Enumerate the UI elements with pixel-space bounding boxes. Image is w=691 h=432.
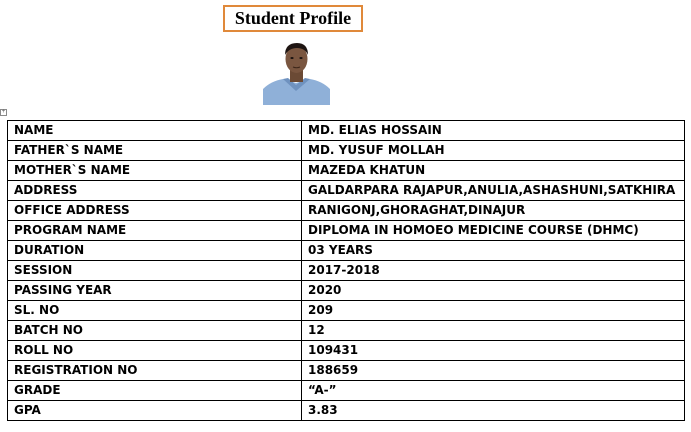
field-value: 188659 <box>302 361 685 381</box>
field-label: PROGRAM NAME <box>8 221 302 241</box>
field-value: 209 <box>302 301 685 321</box>
table-row <box>8 121 685 141</box>
table-row <box>8 241 685 261</box>
field-value: 12 <box>302 321 685 341</box>
field-label: MOTHER`S NAME <box>8 161 302 181</box>
field-value: 2017-2018 <box>302 261 685 281</box>
table-row <box>8 181 685 201</box>
field-label: BATCH NO <box>8 321 302 341</box>
table-row <box>8 201 685 221</box>
table-row <box>8 341 685 361</box>
field-label: ADDRESS <box>8 181 302 201</box>
student-photo <box>263 39 330 105</box>
field-label: SESSION <box>8 261 302 281</box>
field-label: OFFICE ADDRESS <box>8 201 302 221</box>
field-value: “A-” <box>302 381 685 401</box>
field-label: GPA <box>8 401 302 421</box>
field-label: FATHER`S NAME <box>8 141 302 161</box>
field-value: 2020 <box>302 281 685 301</box>
table-row <box>8 161 685 181</box>
table-row <box>8 321 685 341</box>
field-value: 109431 <box>302 341 685 361</box>
field-value: MD. ELIAS HOSSAIN <box>302 121 685 141</box>
field-value: RANIGONJ,GHORAGHAT,DINAJUR <box>302 201 685 221</box>
table-row <box>8 221 685 241</box>
table-row <box>8 381 685 401</box>
field-label: PASSING YEAR <box>8 281 302 301</box>
table-move-handle-icon[interactable]: + <box>1 109 6 115</box>
table-row <box>8 281 685 301</box>
table-row <box>8 361 685 381</box>
field-value: 03 YEARS <box>302 241 685 261</box>
field-value: MD. YUSUF MOLLAH <box>302 141 685 161</box>
table-row <box>8 301 685 321</box>
field-label: REGISTRATION NO <box>8 361 302 381</box>
field-label: DURATION <box>8 241 302 261</box>
field-value: 3.83 <box>302 401 685 421</box>
field-label: SL. NO <box>8 301 302 321</box>
field-value: DIPLOMA IN HOMOEO MEDICINE COURSE (DHMC) <box>302 221 685 241</box>
field-value: MAZEDA KHATUN <box>302 161 685 181</box>
table-row <box>8 261 685 281</box>
table-row <box>8 401 685 421</box>
profile-table <box>7 120 685 421</box>
field-label: NAME <box>8 121 302 141</box>
field-label: ROLL NO <box>8 341 302 361</box>
page-title: Student Profile <box>223 5 363 32</box>
field-label: GRADE <box>8 381 302 401</box>
table-row <box>8 141 685 161</box>
field-value: GALDARPARA RAJAPUR,ANULIA,ASHASHUNI,SATKHIRA <box>302 181 685 201</box>
